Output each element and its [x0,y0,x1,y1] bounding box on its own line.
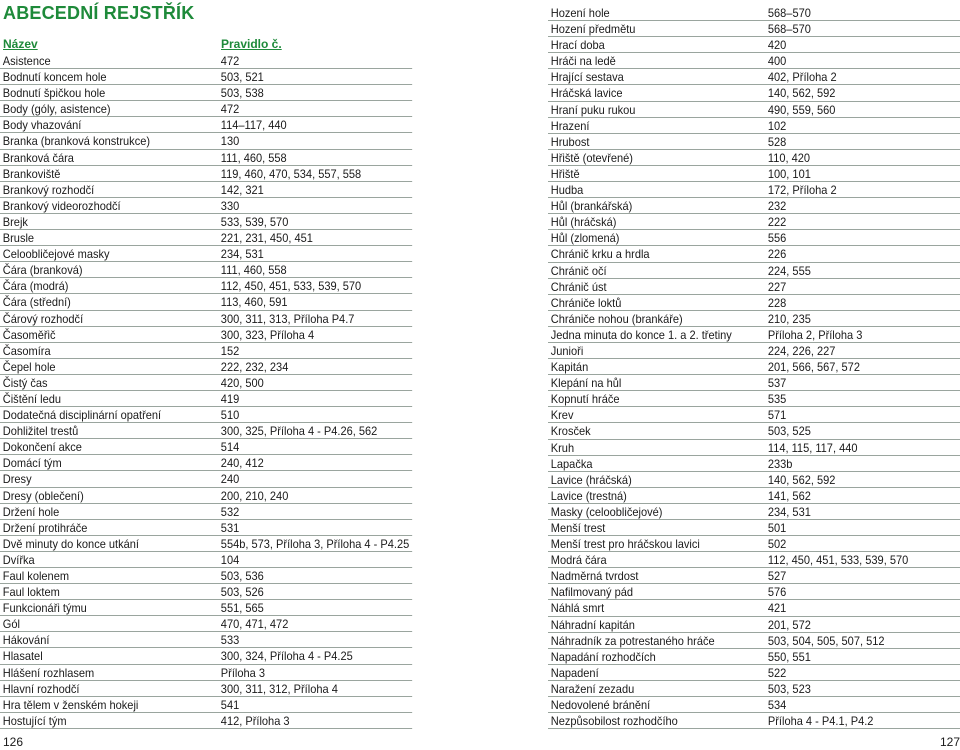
entry-term: Dresy [2,472,32,487]
entry-rule-reference: 503, 523 [767,681,811,696]
entry-rule-reference: 421 [767,601,787,616]
index-entry [548,697,960,713]
entry-term: Bodnutí špičkou hole [2,86,106,101]
entry-term: Junioři [550,343,584,358]
index-entry [548,85,960,101]
index-entry [0,504,412,520]
entry-term: Funkcionáři týmu [2,601,87,616]
entry-term: Hůl (zlomená) [550,231,620,246]
index-entry [548,617,960,633]
entry-rule-reference: 111, 460, 558 [220,263,287,278]
index-title: ABECEDNÍ REJSTŘÍK [3,3,195,23]
entry-term: Lavice (hráčská) [550,472,632,487]
index-entry [548,568,960,584]
entry-rule-reference: 222 [767,215,787,230]
index-entry [0,166,412,182]
column-header [3,37,412,53]
entry-rule-reference: 224, 555 [767,263,811,278]
entry-rule-reference: 412, Příloha 3 [220,713,290,728]
index-entry [548,584,960,600]
entry-term: Hození předmětu [550,22,636,37]
index-entry [0,391,412,407]
index-entry [548,504,960,520]
index-entry [548,456,960,472]
entry-rule-reference: 503, 521 [220,70,264,85]
entry-term: Brankový videorozhodčí [2,198,121,213]
index-entry [548,520,960,536]
index-entry [548,21,960,37]
entry-term: Čištění ledu [2,391,62,406]
entry-rule-reference: Příloha 3 [220,665,265,680]
index-entry [0,584,412,600]
entry-term: Časomíra [2,343,51,358]
index-entry [0,359,412,375]
entry-term: Chránič očí [550,263,607,278]
entry-rule-reference: 201, 566, 567, 572 [767,360,860,375]
entry-term: Chrániče nohou (brankáře) [550,311,683,326]
index-entry [0,343,412,359]
entry-rule-reference: 556 [767,231,787,246]
index-entry [548,69,960,85]
index-entry [0,182,412,198]
entry-rule-reference: 112, 450, 451, 533, 539, 570 [767,553,909,568]
column-header-name: Název [3,37,38,51]
entry-term: Nezpůsobilost rozhodčího [550,714,678,729]
entry-term: Bodnutí koncem hole [2,70,107,85]
index-entry [548,423,960,439]
entry-term: Hození hole [550,6,610,20]
entry-rule-reference: 104 [220,552,240,567]
entry-rule-reference: 112, 450, 451, 533, 539, 570 [220,279,362,294]
entry-rule-reference: 224, 226, 227 [767,343,836,358]
index-entry [548,665,960,681]
index-entry [548,536,960,552]
index-entry [0,713,412,729]
index-entry [548,440,960,456]
index-entry [0,632,412,648]
entry-rule-reference: 240, 412 [220,456,264,471]
index-entry [0,69,412,85]
page-number-left: 126 [3,735,24,749]
entry-rule-reference: 501 [767,521,787,535]
index-entry [548,681,960,697]
index-entry [0,311,412,327]
entry-term: Hra tělem v ženském hokeji [2,697,139,712]
entry-rule-reference: 568–570 [767,6,811,20]
index-entry [0,278,412,294]
index-entry [0,262,412,278]
entry-rule-reference: 550, 551 [767,649,811,664]
entry-rule-reference: 330 [220,198,240,213]
entry-rule-reference: 300, 323, Příloha 4 [220,327,315,342]
entry-term: Nedovolené bránění [550,698,651,713]
index-entry [548,118,960,134]
entry-rule-reference: 152 [220,343,240,358]
entry-term: Masky (celoobličejové) [550,504,663,519]
entry-term: Kruh [550,440,575,455]
index-entry [0,568,412,584]
entry-rule-reference: 531 [220,520,240,535]
entry-term: Čepel hole [2,359,56,374]
entry-term: Dokončení akce [2,440,82,455]
entry-term: Brejk [2,214,28,229]
entry-term: Hrazení [550,118,590,133]
entry-rule-reference: 503, 538 [220,86,264,101]
entry-term: Hostující tým [2,713,67,728]
index-entry [0,665,412,681]
entry-term: Nadměrná tvrdost [550,569,639,584]
entry-term: Náhlá smrt [550,601,605,616]
entry-term: Faul kolenem [2,569,70,583]
entry-rule-reference: 130 [220,134,240,149]
entry-term: Napadání rozhodčích [550,649,656,664]
entry-rule-reference: 533 [220,633,240,648]
index-entry [0,246,412,262]
index-entry [548,198,960,214]
entry-term: Čára (branková) [2,263,83,278]
entry-rule-reference: 537 [767,376,787,391]
entry-term: Hrubost [550,134,590,149]
index-entry [548,53,960,69]
entry-rule-reference: 210, 235 [767,311,811,326]
entry-term: Hlavní rozhodčí [2,681,80,696]
entry-term: Dodatečná disciplinární opatření [2,408,162,423]
entry-rule-reference: 528 [767,134,787,149]
index-entry [0,455,412,471]
entry-rule-reference: 228 [767,295,787,310]
entry-rule-reference: 113, 460, 591 [220,295,288,310]
index-entry [548,391,960,407]
entry-rule-reference: 102 [767,118,787,133]
entry-term: Chránič úst [550,279,607,294]
entry-term: Body vhazování [2,118,82,133]
column-header-rule: Pravidlo č. [221,37,282,51]
entry-rule-reference: 470, 471, 472 [220,617,289,632]
index-entry [0,214,412,230]
entry-term: Brankoviště [2,166,61,181]
entry-term: Hůl (hráčská) [550,215,617,230]
entry-rule-reference: 232 [767,199,787,214]
entry-rule-reference: 534 [767,698,787,713]
index-entry [0,133,412,149]
entry-term: Čárový rozhodčí [2,311,84,326]
page-number-right: 127 [940,735,960,749]
entry-term: Kapitán [550,360,589,375]
entry-rule-reference: 140, 562, 592 [767,472,836,487]
index-entry [0,375,412,391]
entry-term: Gól [2,617,20,632]
entry-term: Hřiště (otevřené) [550,150,633,165]
index-entry [548,375,960,391]
entry-rule-reference: 172, Příloha 2 [767,183,837,198]
entry-term: Celoobličejové masky [2,247,110,262]
entry-term: Hlášení rozhlasem [2,665,95,680]
entry-rule-reference: 300, 311, 313, Příloha P4.7 [220,311,355,326]
entry-term: Dresy (oblečení) [2,488,84,503]
index-list-left [0,53,412,729]
index-entry [548,102,960,118]
left-page [0,0,412,750]
entry-rule-reference: 201, 572 [767,617,811,632]
index-entry [548,327,960,343]
entry-rule-reference: 234, 531 [220,247,264,262]
index-entry [548,150,960,166]
entry-term: Hraní puku rukou [550,102,636,117]
entry-term: Branková čára [2,150,74,165]
entry-rule-reference: 400 [767,54,787,69]
index-entry [548,182,960,198]
entry-term: Držení hole [2,504,60,519]
index-entry [0,117,412,133]
entry-term: Hudba [550,183,584,198]
index-entry [548,343,960,359]
index-entry [0,423,412,439]
entry-rule-reference: 472 [220,102,240,117]
entry-term: Hůl (brankářská) [550,199,633,214]
entry-term: Body (góly, asistence) [2,102,111,117]
index-entry [548,279,960,295]
entry-rule-reference: 541 [220,697,240,712]
index-entry [0,648,412,664]
entry-term: Dvířka [2,552,35,567]
entry-rule-reference: 234, 531 [767,504,811,519]
entry-term: Krev [550,408,574,423]
entry-term: Branka (branková konstrukce) [2,134,151,149]
entry-rule-reference: 503, 526 [220,585,264,600]
entry-rule-reference: Příloha 4 - P4.1, P4.2 [767,714,874,729]
index-entry [548,649,960,665]
index-entry [0,488,412,504]
index-entry [548,134,960,150]
index-entry [0,407,412,423]
index-entry [548,713,960,729]
index-entry [0,85,412,101]
entry-rule-reference: 419 [220,391,240,406]
entry-rule-reference: 119, 460, 470, 534, 557, 558 [220,166,362,181]
index-entry [548,5,960,21]
entry-term: Hákování [2,633,50,648]
entry-term: Hrací doba [550,38,605,53]
entry-term: Domácí tým [2,456,62,471]
index-entry [548,488,960,504]
entry-rule-reference: 100, 101 [767,166,811,181]
entry-term: Asistence [2,54,51,68]
index-entry [0,471,412,487]
entry-term: Chránič krku a hrdla [550,247,650,262]
index-entry [548,37,960,53]
entry-rule-reference: 503, 504, 505, 507, 512 [767,633,885,648]
entry-term: Krosček [550,424,591,439]
entry-rule-reference: 300, 324, Příloha 4 - P4.25 [220,649,353,664]
entry-term: Nafilmovaný pád [550,585,633,600]
entry-rule-reference: 551, 565 [220,601,264,616]
entry-term: Lapačka [550,456,593,471]
index-entry [548,295,960,311]
index-entry [548,166,960,182]
entry-rule-reference: 510 [220,408,240,423]
index-entry [0,681,412,697]
entry-rule-reference: 532 [220,504,240,519]
entry-rule-reference: 111, 460, 558 [220,150,287,165]
index-entry [0,600,412,616]
entry-rule-reference: 503, 536 [220,569,264,583]
entry-term: Časoměřič [2,327,56,342]
index-entry [548,633,960,649]
entry-rule-reference: 503, 525 [767,424,811,439]
entry-rule-reference: 114–117, 440 [220,118,287,133]
entry-term: Kopnutí hráče [550,392,620,407]
entry-term: Chrániče loktů [550,295,622,310]
entry-rule-reference: 141, 562 [767,488,811,503]
index-entry [548,263,960,279]
entry-rule-reference: Příloha 2, Příloha 3 [767,327,863,342]
entry-rule-reference: 233b [767,456,793,471]
index-entry [548,214,960,230]
entry-rule-reference: 514 [220,440,240,455]
entry-rule-reference: 402, Příloha 2 [767,70,837,85]
entry-rule-reference: 221, 231, 450, 451 [220,231,313,246]
index-entry [0,294,412,310]
entry-term: Držení protihráče [2,520,88,535]
entry-rule-reference: 222, 232, 234 [220,359,289,374]
entry-term: Hráči na ledě [550,54,616,69]
entry-term: Náhradník za potrestaného hráče [550,633,715,648]
entry-term: Lavice (trestná) [550,488,627,503]
index-entry [548,600,960,616]
entry-rule-reference: 200, 210, 240 [220,488,289,503]
entry-term: Napadení [550,665,599,680]
index-entry [0,101,412,117]
entry-rule-reference: 110, 420 [767,150,811,165]
entry-rule-reference: 527 [767,569,787,584]
index-entry [0,520,412,536]
index-entry [0,616,412,632]
entry-term: Čára (modrá) [2,279,69,294]
entry-rule-reference: 502 [767,537,787,552]
entry-rule-reference: 472 [220,54,240,68]
entry-term: Čistý čas [2,375,48,390]
entry-rule-reference: 227 [767,279,787,294]
index-entry [0,327,412,343]
index-entry [0,150,412,166]
entry-rule-reference: 114, 115, 117, 440 [767,440,858,455]
index-entry [0,439,412,455]
entry-rule-reference: 554b, 573, Příloha 3, Příloha 4 - P4.25 [220,536,410,551]
entry-term: Naražení zezadu [550,681,635,696]
entry-rule-reference: 142, 321 [220,182,264,197]
entry-term: Hrající sestava [550,70,624,85]
entry-rule-reference: 300, 311, 312, Příloha 4 [220,681,338,696]
entry-rule-reference: 420 [767,38,787,53]
entry-term: Dohližitel trestů [2,424,79,439]
index-entry [548,472,960,488]
index-entry [0,198,412,214]
index-entry [548,359,960,375]
entry-rule-reference: 420, 500 [220,375,264,390]
entry-rule-reference: 300, 325, Příloha 4 - P4.26, 562 [220,424,378,439]
entry-term: Modrá čára [550,553,607,568]
entry-rule-reference: 535 [767,392,787,407]
index-entry [0,53,412,69]
entry-term: Faul loktem [2,585,60,600]
entry-term: Čára (střední) [2,295,71,310]
index-entry [548,311,960,327]
index-entry [548,230,960,246]
index-entry [0,230,412,246]
index-entry [0,552,412,568]
entry-term: Hráčská lavice [550,86,623,101]
entry-rule-reference: 576 [767,585,787,600]
entry-rule-reference: 140, 562, 592 [767,86,836,101]
right-page [548,0,960,750]
index-list-right [548,5,960,729]
entry-term: Náhradní kapitán [550,617,635,632]
entry-rule-reference: 490, 559, 560 [767,102,836,117]
entry-term: Brankový rozhodčí [2,182,95,197]
entry-rule-reference: 226 [767,247,787,262]
entry-rule-reference: 522 [767,665,787,680]
entry-term: Klepání na hůl [550,376,622,391]
entry-term: Dvě minuty do konce utkání [2,536,139,551]
entry-term: Menší trest [550,521,606,535]
entry-rule-reference: 571 [767,408,787,423]
index-entry [0,536,412,552]
entry-term: Menší trest pro hráčskou lavici [550,537,700,552]
entry-term: Hřiště [550,166,580,181]
index-entry [0,697,412,713]
entry-rule-reference: 568–570 [767,22,811,37]
index-entry [548,552,960,568]
entry-term: Hlasatel [2,649,43,664]
entry-term: Jedna minuta do konce 1. a 2. třetiny [550,327,732,342]
index-entry [548,407,960,423]
entry-term: Brusle [2,231,35,246]
entry-rule-reference: 240 [220,472,240,487]
entry-rule-reference: 533, 539, 570 [220,214,289,229]
index-entry [548,246,960,262]
